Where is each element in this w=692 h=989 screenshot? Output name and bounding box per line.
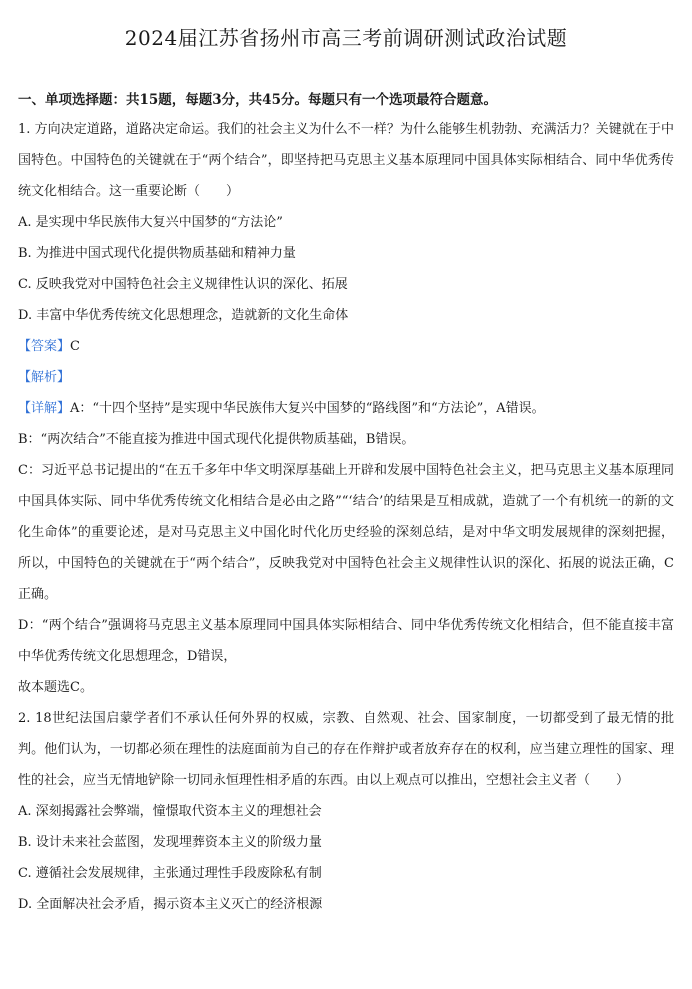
- question-2-option-c: C. 遵循社会发展规律，主张通过理性手段废除私有制: [18, 866, 322, 881]
- question-1-option-a: A. 是实现中华民族伟大复兴中国梦的“方法论”: [18, 215, 283, 230]
- detail-a-line: [18, 393, 674, 424]
- detail-d: D：“两个结合”强调将马克思主义基本原理同中国具体实际相结合、同中华优秀传统文化相结合，但不能直接丰富中华优秀传统文化思想理念，D错误，: [18, 618, 674, 664]
- answer-label: 【答案】: [18, 339, 71, 354]
- conclusion: 故本题选C。: [18, 680, 93, 695]
- detail-a: A：“十四个坚持”是实现中华民族伟大复兴中国梦的“路线图”和“方法论”，A错误。: [70, 401, 545, 416]
- document-title: 2024届江苏省扬州市高三考前调研测试政治试题: [124, 26, 568, 50]
- section-heading: 一、单项选择题：共15题，每题3分，共45分。每题只有一个选项最符合题意。: [18, 92, 497, 108]
- question-2-option-b: B. 设计未来社会蓝图，发现埋葬资本主义的阶级力量: [18, 835, 322, 850]
- question-2-option-d: D. 全面解决社会矛盾，揭示资本主义灭亡的经济根源: [18, 897, 323, 912]
- question-1-option-c: C. 反映我党对中国特色社会主义规律性认识的深化、拓展: [18, 277, 348, 292]
- analysis-label: 【解析】: [18, 370, 71, 385]
- question-2-stem: 2. 18世纪法国启蒙学者们不承认任何外界的权威，宗教、自然观、社会、国家制度，一切都受到了最无情的批判。他们认为，一切都必须在理性的法庭面前为自己的存在作辩护或者放弃存在的权利，应当建立理性的国家、理性的社会，应当无情地铲除一切同永恒理性相矛盾的东西。由以上观点可以推出，空想社会主义者（ ）: [18, 711, 674, 788]
- detail-c: C：习近平总书记提出的“在五千多年中华文明深厚基础上开辟和发展中国特色社会主义，把马克思主义基本原理同中国具体实际、同中华优秀传统文化相结合是必由之路”“‘结合’的结果是互相成就，造就了一个有机统一的新的文化生命体”的重要论述，是对马克思主义中国化时代化历史经验的深刻总结，是对中华文明发展规律的深刻把握，所以，中国特色的关键就在于“两个结合”，反映我党对中国特色社会主义规律性认识的深化、拓展的说法正确，C正确。: [18, 463, 674, 602]
- question-1-option-d: D. 丰富中华优秀传统文化思想理念，造就新的文化生命体: [18, 308, 349, 323]
- question-2: [18, 703, 674, 920]
- question-1-stem: 1. 方向决定道路，道路决定命运。我们的社会主义为什么不一样？为什么能够生机勃勃、充满活力？关键就在于中国特色。中国特色的关键就在于“两个结合”，即坚持把马克思主义基本原理同中国具体实际相结合、同中华优秀传统文化相结合。这一重要论断（ ）: [18, 122, 674, 199]
- detail-b: B：“两次结合”不能直接为推进中国式现代化提供物质基础，B错误。: [18, 432, 415, 447]
- answer-line: [18, 331, 674, 362]
- question-2-option-a: A. 深刻揭露社会弊端，憧憬取代资本主义的理想社会: [18, 804, 322, 819]
- answer-value: C: [70, 339, 80, 354]
- detail-label: 【详解】: [18, 401, 71, 416]
- question-1-option-b: B. 为推进中国式现代化提供物质基础和精神力量: [18, 246, 296, 261]
- question-1: [18, 114, 674, 703]
